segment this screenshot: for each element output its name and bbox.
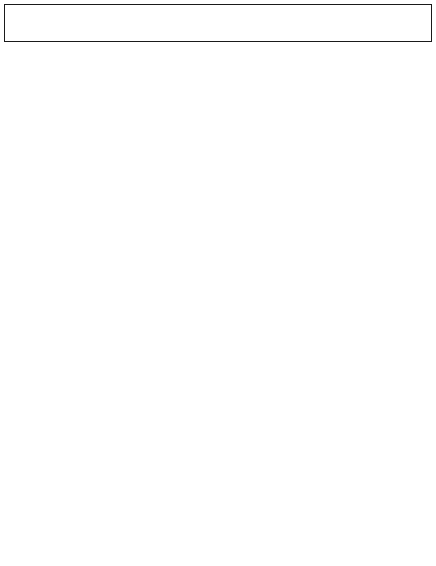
article-line: [6, 159, 430, 177]
article-line: [6, 232, 430, 250]
article-line: [6, 286, 430, 304]
article-line: [6, 105, 430, 123]
article-line: [6, 68, 430, 86]
article-line: [6, 450, 430, 468]
article-line: [6, 487, 430, 505]
news-clipping: [4, 4, 432, 560]
article-line: [6, 505, 430, 523]
article-line: [6, 177, 430, 195]
article-line: [6, 123, 430, 141]
article-line: [6, 323, 430, 341]
headline-box: [4, 4, 432, 42]
article-line: [6, 50, 430, 68]
article-line: [6, 359, 430, 377]
article-line: [6, 268, 430, 286]
article-line: [6, 86, 430, 104]
article-line: [6, 214, 430, 232]
article-line: [6, 141, 430, 159]
article-line: [6, 414, 430, 432]
article-line: [6, 523, 430, 541]
article-line: [6, 250, 430, 268]
article-body: [4, 50, 432, 559]
article-line: [6, 468, 430, 486]
article-line: [6, 432, 430, 450]
article-line: [6, 396, 430, 414]
article-line: [6, 377, 430, 395]
article-line: [6, 305, 430, 323]
article-line: [6, 541, 430, 559]
article-line: [6, 341, 430, 359]
article-line: [6, 196, 430, 214]
